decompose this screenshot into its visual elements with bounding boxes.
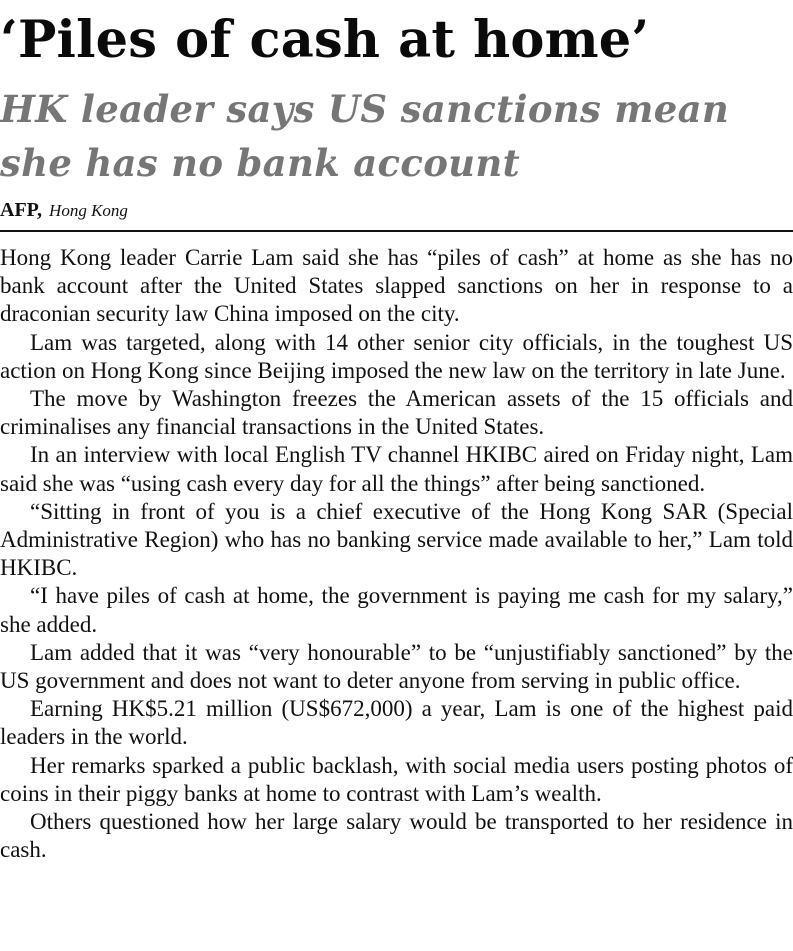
body-paragraph: Lam was targeted, along with 14 other senior city officials, in the toughest US action on Hong Kong since Beijing imposed the new law on the territory in late June. [0, 329, 793, 383]
body-paragraph: Lam added that it was “very honourable” to be “unjustifiably sanctioned” by the US government and does not want to deter anyone from serving in public office. [0, 639, 793, 694]
divider-rule [0, 230, 793, 232]
headline: ‘Piles of cash at home’ [0, 10, 650, 70]
body-paragraph: Others questioned how her large salary would be transported to her residence in cash. [0, 809, 793, 863]
byline [0, 199, 128, 225]
body-paragraph: Earning HK$5.21 million (US$672,000) a year, Lam is one of the highest paid leaders in the world. [0, 696, 793, 750]
byline-agency: AFP, [0, 199, 43, 221]
subheadline: HK leader says US sanctions mean she has no bank account [0, 87, 730, 185]
body-paragraph: The move by Washington freezes the American assets of the 15 officials and criminalises any financial transactions in the United States. [0, 386, 793, 440]
body-paragraph: Her remarks sparked a public backlash, with social media users posting photos of coins in their piggy banks at home to contrast with Lam’s wealth. [0, 752, 793, 806]
body-paragraph: “Sitting in front of you is a chief executive of the Hong Kong SAR (Special Administrative Region) who has no banking service made available to her,” Lam told HKIBC. [0, 498, 793, 581]
body-paragraph: In an interview with local English TV channel HKIBC aired on Friday night, Lam said she was “using cash every day for all the things” after being sanctioned. [0, 442, 793, 496]
body-paragraph: “I have piles of cash at home, the government is paying me cash for my salary,” she added. [0, 583, 793, 637]
body-paragraph: Hong Kong leader Carrie Lam said she has “piles of cash” at home as she has no bank account after the United States slapped sanctions on her in response to a draconian security law China imposed on the city. [0, 245, 793, 327]
article-body [0, 244, 793, 864]
byline-location: Hong Kong [49, 201, 128, 220]
